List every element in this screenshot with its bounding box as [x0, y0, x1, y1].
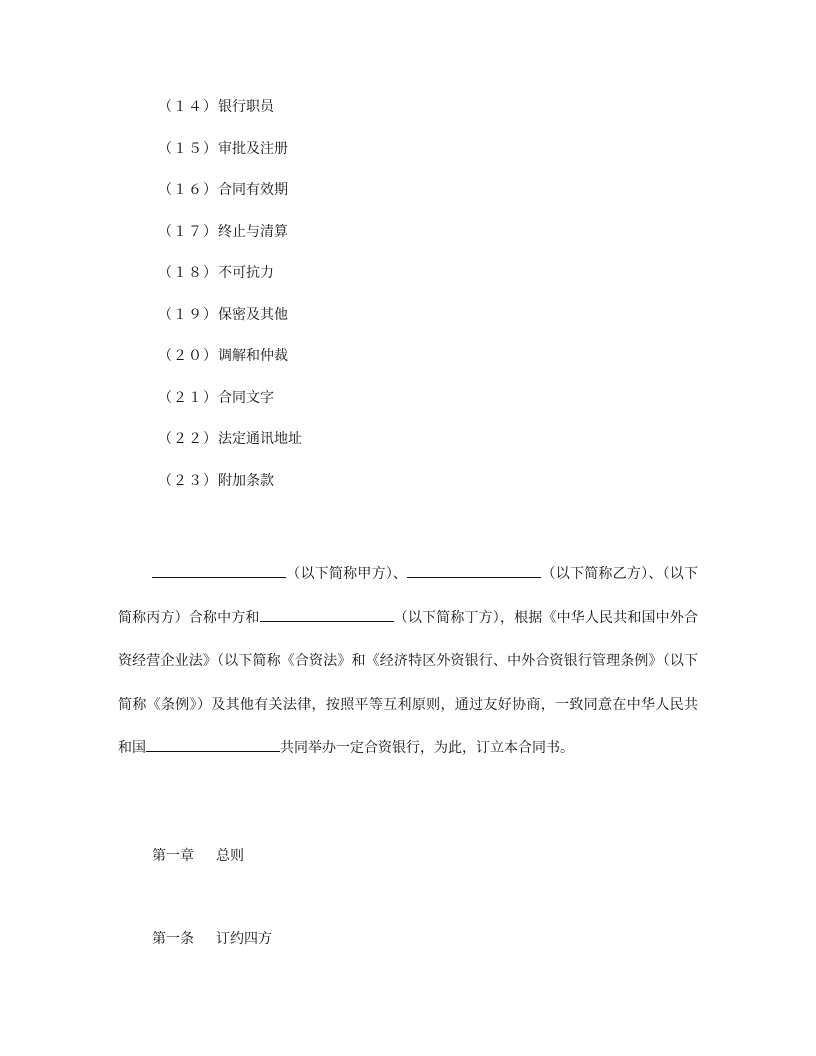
toc-item [158, 222, 302, 264]
toc-item-number: （１５） [158, 140, 218, 157]
toc-item-label: 保密及其他 [218, 306, 288, 323]
toc-item [158, 429, 302, 471]
toc-item-number: （２１） [158, 389, 218, 406]
chapter-heading [152, 845, 244, 865]
preamble-text: （以下简称甲方）、 [286, 566, 408, 582]
toc-item-label: 合同有效期 [218, 182, 288, 198]
preamble-text: （以下简称丙方）合称中方和 [118, 566, 699, 626]
toc-item [158, 263, 302, 305]
toc-item-label: 终止与清算 [218, 223, 288, 240]
article-heading [152, 928, 272, 948]
blank-party-b [407, 563, 541, 578]
toc-item [158, 180, 302, 222]
preamble-text: 共同举办一定合资银行，为此，订立本合同书。 [280, 740, 574, 756]
article-number: 第一条 [152, 931, 194, 947]
toc-item [158, 346, 302, 388]
toc-item-number: （２０） [158, 348, 218, 364]
preamble-text: （以下简称乙方）、 [541, 566, 663, 582]
contract-preamble [118, 553, 698, 771]
chapter-title: 总则 [216, 848, 244, 864]
preamble-text: （以下简称丁方），根据《中华人民共和国中外合资经营企业法》（以下简称《合资法》和《经济特区外资银行、中外合资银行管理条例》（以下简称《条例》）及其他有关法律，按照平等互利原则，通过友好协商，一致同意在中华人民共和国 [118, 609, 698, 756]
toc-item-number: （１４） [158, 99, 218, 115]
blank-party-d [260, 607, 394, 622]
toc-item-label: 不可抗力 [218, 265, 274, 281]
toc-item-number: （２２） [158, 431, 218, 447]
toc-item [158, 388, 302, 430]
toc-item-number: （１８） [158, 265, 218, 281]
blank-party-a [152, 563, 286, 578]
toc-item-label: 附加条款 [218, 472, 274, 489]
toc-item-label: 法定通讯地址 [218, 431, 302, 447]
toc-item-label: 合同文字 [218, 389, 274, 406]
toc-item-number: （１７） [158, 223, 218, 240]
article-title: 订约四方 [216, 931, 272, 947]
toc-item-label: 调解和仲裁 [218, 348, 288, 364]
toc-item [158, 97, 302, 139]
toc-item-label: 银行职员 [218, 99, 274, 115]
toc-item-number: （１６） [158, 182, 218, 198]
toc-item [158, 305, 302, 347]
blank-location [146, 737, 280, 752]
table-of-contents [158, 97, 302, 512]
toc-item-number: （２３） [158, 472, 218, 489]
toc-item-label: 审批及注册 [218, 140, 288, 157]
toc-item-number: （１９） [158, 306, 218, 323]
chapter-number: 第一章 [152, 848, 194, 864]
toc-item [158, 471, 302, 513]
toc-item [158, 139, 302, 181]
